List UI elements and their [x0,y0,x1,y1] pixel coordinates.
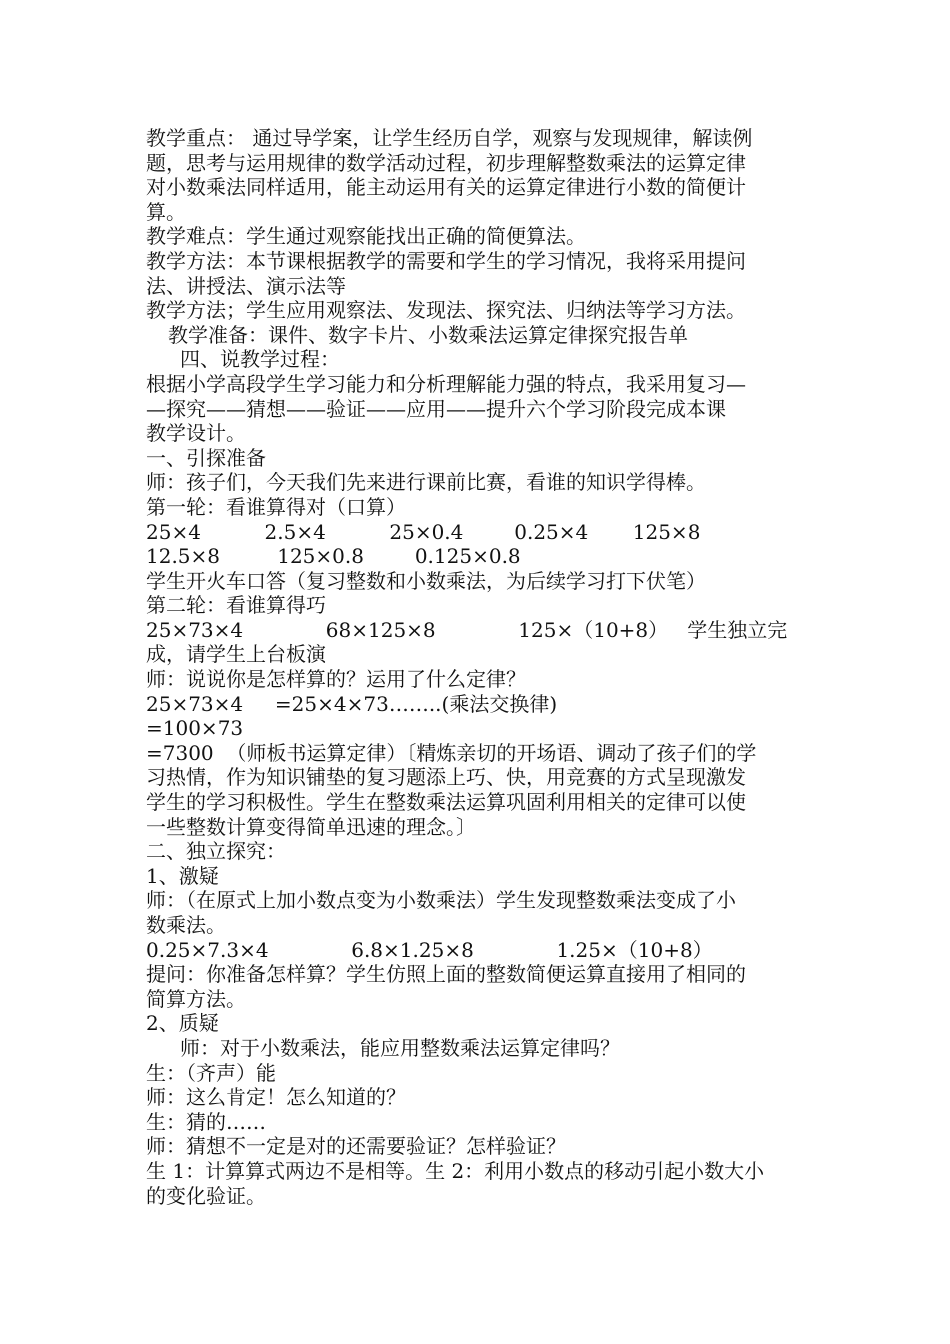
text-line: 教学设计。 [146,421,246,446]
text-line: 师：（在原式上加小数点变为小数乘法）学生发现整数乘法变成了小 [146,888,736,913]
text-line: 师：孩子们，今天我们先来进行课前比赛，看谁的知识学得棒。 [146,470,706,495]
text-line: 算。 [146,199,186,224]
text-line: 教学方法；学生应用观察法、发现法、探究法、归纳法等学习方法。 [146,298,746,323]
subsection-heading: 2、质疑 [146,1011,219,1036]
text-line: 学生开火车口答（复习整数和小数乘法，为后续学习打下伏笔） [146,568,706,593]
section-heading: 二、独立探究： [146,839,286,864]
text-line: 习热情，作为知识铺垫的复习题添上巧、快，用竞赛的方式呈现激发 [146,765,746,790]
math-line: 0.25×7.3×4 6.8×1.25×8 1.25×（10+8） [146,937,713,962]
text-line: 对小数乘法同样适用，能主动运用有关的运算定律进行小数的简便计 [146,175,746,200]
math-line: 25×73×4 =25×4×73……..(乘法交换律) [146,691,558,716]
text-line: 教学重点： 通过导学案，让学生经历自学，观察与发现规律，解读例 [146,126,753,150]
text-line: 法、讲授法、演示法等 [146,273,346,298]
text-line: 一些整数计算变得简单迅速的理念。〕 [146,814,476,839]
text-line: 根据小学高段学生学习能力和分析理解能力强的特点，我采用复习— [146,371,746,396]
text-line: 成，请学生上台板演 [146,642,326,667]
text-line: 第二轮：看谁算得巧 [146,593,326,618]
math-line: 25×4 2.5×4 25×0.4 0.25×4 125×8 [146,519,701,544]
text-line: 学生的学习积极性。学生在整数乘法运算巩固利用相关的定律可以使 [146,790,746,815]
text-line: 生 1：计算算式两边不是相等。生 2：利用小数点的移动引起小数大小 [146,1158,765,1183]
text-line: 提问：你准备怎样算？学生仿照上面的整数简便运算直接用了相同的 [146,962,746,987]
document-body [146,126,816,1208]
text-line: 师：这么肯定！怎么知道的？ [146,1085,406,1110]
text-line: =7300 （师板书运算定律）〔精炼亲切的开场语、调动了孩子们的学 [146,740,757,765]
text-line: 师：说说你是怎样算的？运用了什么定律？ [146,667,526,692]
text-line: 生：（齐声）能 [146,1060,276,1085]
subsection-heading: 1、激疑 [146,863,219,888]
text-line: 教学准备：课件、数字卡片、小数乘法运算定律探究报告单 [168,322,688,347]
text-line: —探究——猜想——验证——应用——提升六个学习阶段完成本课 [146,396,726,421]
text-line: 生：猜的…… [146,1109,266,1134]
text-line: 简算方法。 [146,986,246,1011]
text-line: 的变化验证。 [146,1183,266,1208]
text-line: 师：对于小数乘法，能应用整数乘法运算定律吗？ [180,1035,620,1060]
section-heading: 四、说教学过程： [180,347,340,372]
math-line: 12.5×8 125×0.8 0.125×0.8 [146,544,521,569]
math-line: =100×73 [146,716,244,741]
text-line: 师：猜想不一定是对的还需要验证？怎样验证？ [146,1134,566,1159]
text-line: 题，思考与运用规律的数学活动过程，初步理解整数乘法的运算定律 [146,150,746,175]
text-line: 教学方法：本节课根据教学的需要和学生的学习情况，我将采用提问 [146,248,746,273]
text-line: 第一轮：看谁算得对（口算） [146,494,406,519]
text-line: 数乘法。 [146,913,226,937]
text-line: 教学难点：学生通过观察能找出正确的简便算法。 [146,224,586,249]
math-line: 25×73×4 68×125×8 125×（10+8） 学生独立完 [146,617,788,642]
section-heading: 一、引探准备 [146,445,266,470]
